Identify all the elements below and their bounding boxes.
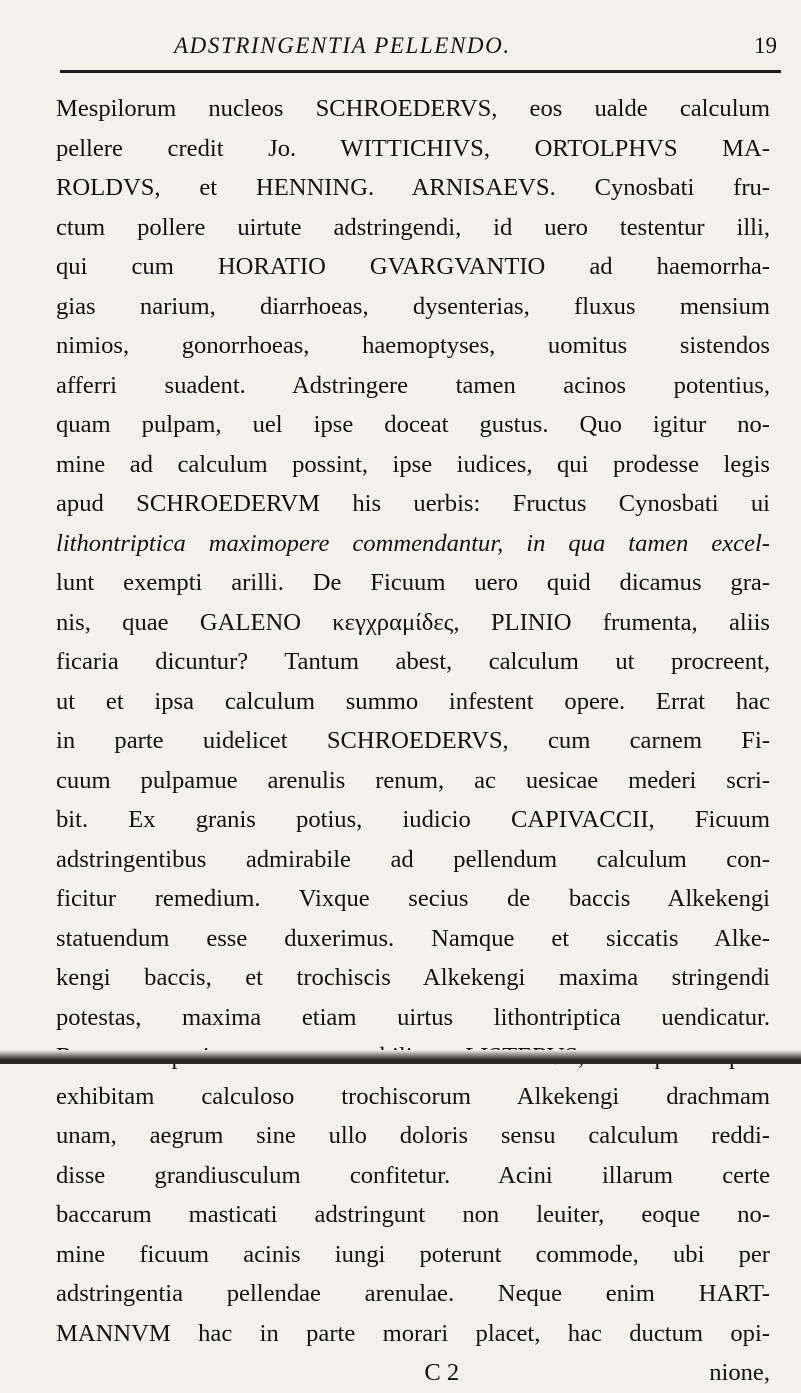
text-line: Mespilorum nucleos SCHROEDERVS, eos ualde calculum	[56, 95, 770, 122]
text-line: cuum pulpamue arenulis renum, ac uesicae mederi scri-	[56, 766, 770, 794]
text-line: quam pulpam, uel ipse doceat gustus. Quo igitur no-	[56, 411, 770, 438]
text-line: mine ficuum acinis iungi poterunt commode, ubi per	[56, 1240, 770, 1268]
text-line: MANNVM hac in parte morari placet, hac ductum opi-	[56, 1319, 770, 1347]
text-line: potestas, maxima etiam uirtus lithontriptica uendicatur.	[56, 1003, 770, 1031]
text-line: ficaria dicuntur? Tantum abest, calculum ut procreent,	[56, 648, 770, 675]
running-title: ADSTRINGENTIA PELLENDO.	[174, 33, 511, 58]
text-line: lithontriptica maximopere commendantur, in qua tamen excel-	[56, 529, 770, 557]
text-line: adstringentia pellendae arenulae. Neque enim HART-	[56, 1280, 770, 1307]
text-line: statuendum esse duxerimus. Namque et siccatis Alke-	[56, 924, 770, 952]
text-line: unam, aegrum sine ullo doloris sensu calculum reddi-	[56, 1122, 770, 1149]
text-line: exhibitam calculoso trochiscorum Alkekengi drachmam	[56, 1082, 770, 1110]
body-text	[56, 89, 770, 1393]
text-line: ROLDVS, et HENNING. ARNISAEVS. Cynosbati fru-	[56, 174, 770, 201]
text-line: disse grandiusculum confitetur. Acini illarum certe	[56, 1161, 770, 1189]
text-line: nimios, gonorrhoeas, haemoptyses, uomitus sistendos	[56, 332, 770, 359]
text-line: afferri suadent. Adstringere tamen acinos potentius,	[56, 371, 770, 399]
text-line: bit. Ex granis potius, iudicio CAPIVACCII, Ficuum	[56, 806, 770, 833]
text-line: kengi baccis, et trochiscis Alkekengi maxima stringendi	[56, 964, 770, 991]
text-line: in parte uidelicet SCHROEDERVS, cum carnem Fi-	[56, 727, 770, 754]
header-rule	[60, 70, 781, 73]
text-line: qui cum HORATIO GVARGVANTIO ad haemorrha-	[56, 253, 770, 280]
text-line: mine ad calculum possint, ipse iudices, qui prodesse legis	[56, 450, 770, 478]
catchword: nione,	[709, 1359, 770, 1386]
text-line: ut et ipsa calculum summo infestent opere. Errat hac	[56, 687, 770, 715]
page-footer-line	[56, 1353, 770, 1393]
text-line: nis, quae GALENO κεγχραμίδες, PLINIO frumenta, aliis	[56, 608, 770, 636]
page-header	[60, 33, 781, 73]
text-line: ctum pollere uirtute adstringendi, id uero testentur illi,	[56, 213, 770, 241]
text-line: adstringentibus admirabile ad pellendum calculum con-	[56, 845, 770, 873]
page-number: 19	[754, 33, 777, 58]
signature-mark: C 2	[424, 1359, 460, 1386]
text-line: apud SCHROEDERVM his uerbis: Fructus Cynosbati ui	[56, 490, 770, 517]
page-bottom-edge	[0, 1050, 801, 1064]
text-line: lunt exempti arilli. De Ficuum uero quid dicamus gra-	[56, 569, 770, 596]
text-line: pellere credit Jo. WITTICHIVS, ORTOLPHVS MA-	[56, 134, 770, 162]
text-line: gias narium, diarrhoeas, dysenterias, fluxus mensium	[56, 292, 770, 320]
text-line: ficitur remedium. Vixque secius de baccis Alkekengi	[56, 885, 770, 912]
text-line: baccarum masticati adstringunt non leuiter, eoque no-	[56, 1201, 770, 1228]
